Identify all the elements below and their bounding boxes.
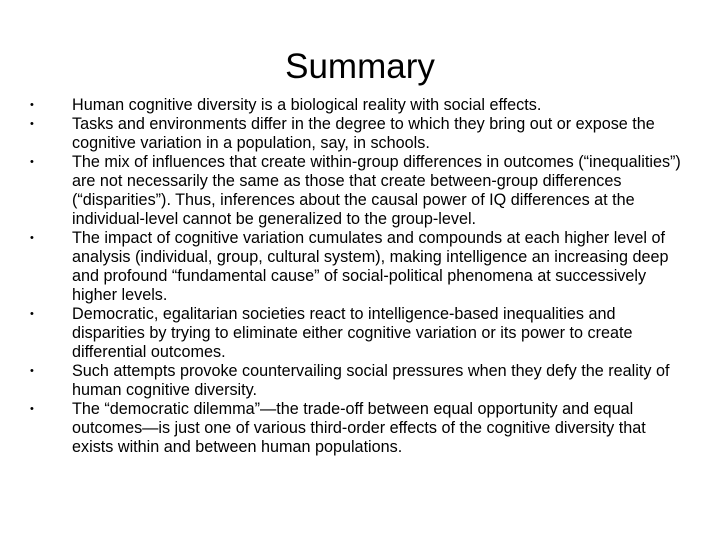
bullet-icon: • <box>30 232 34 244</box>
list-item <box>30 115 690 153</box>
list-item <box>30 153 690 229</box>
list-item <box>30 400 690 457</box>
bullet-list <box>30 96 690 457</box>
bullet-icon: • <box>30 118 34 130</box>
list-item <box>30 229 690 305</box>
bullet-icon: • <box>30 365 34 377</box>
list-item <box>30 305 690 362</box>
bullet-text: Human cognitive diversity is a biological reality with social effects. <box>72 96 542 114</box>
bullet-icon: • <box>30 308 34 320</box>
bullet-icon: • <box>30 99 34 111</box>
bullet-text: Tasks and environments differ in the degree to which they bring out or expose the cognitive variation in a population, say, in schools. <box>72 115 655 152</box>
bullet-text: The mix of influences that create within-group differences in outcomes (“inequalities”) are not necessarily the same as those that create between-group differences (“disparities”). Thus, inferences about the causal power of IQ differences at the individual-level cannot be generalized to the group-level. <box>72 153 681 228</box>
bullet-text: Democratic, egalitarian societies react to intelligence-based inequalities and disparities by trying to eliminate either cognitive variation or its power to create differential outcomes. <box>72 305 633 361</box>
bullet-text: Such attempts provoke countervailing social pressures when they defy the reality of human cognitive diversity. <box>72 362 670 399</box>
slide-title: Summary <box>285 47 435 86</box>
list-item <box>30 96 690 115</box>
list-item <box>30 362 690 400</box>
bullet-icon: • <box>30 403 34 415</box>
bullet-text: The impact of cognitive variation cumulates and compounds at each higher level of analysis (individual, group, cultural system), making intelligence an increasing deep and profound “fundamental cause” of social-political phenomena at successively higher levels. <box>72 229 669 304</box>
bullet-icon: • <box>30 156 34 168</box>
bullet-text: The “democratic dilemma”—the trade-off between equal opportunity and equal outcomes—is just one of various third-order effects of the cognitive diversity that exists within and between human populations. <box>72 400 646 456</box>
